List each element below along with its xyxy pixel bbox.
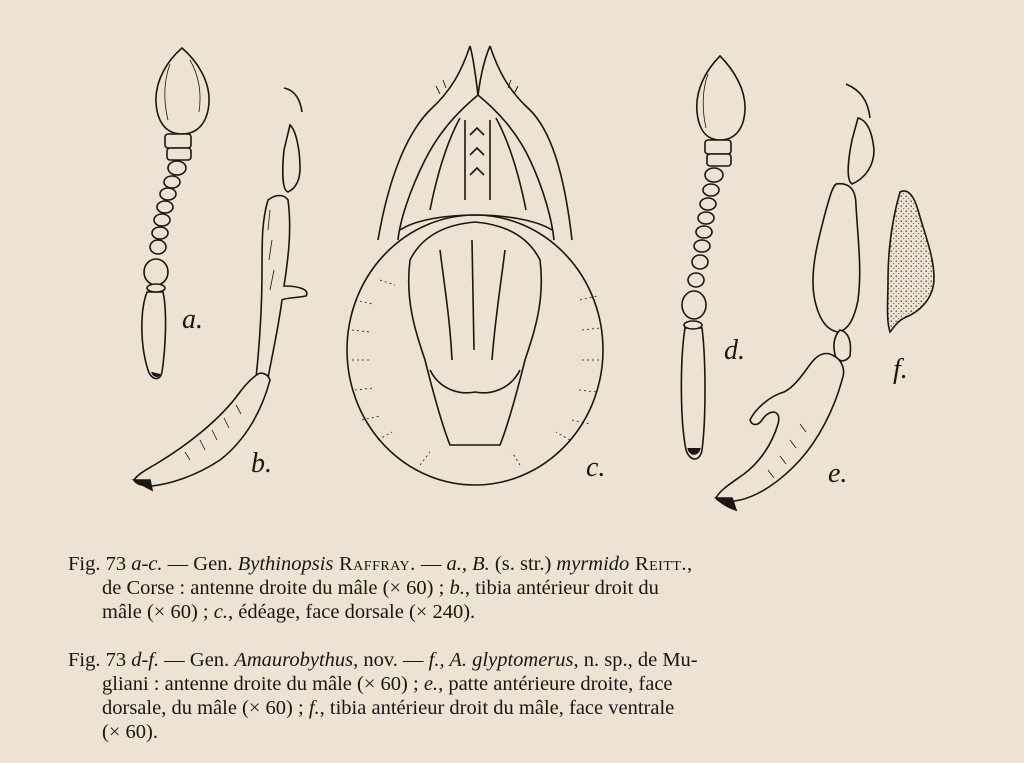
caption2-line4: (× 60). bbox=[102, 721, 158, 743]
antenna-d-drawing bbox=[681, 56, 745, 459]
label-f: f. bbox=[893, 354, 908, 385]
leg-e-drawing bbox=[716, 84, 874, 510]
caption-fig73-a-c bbox=[68, 552, 993, 624]
aedeagus-c-drawing bbox=[347, 46, 606, 485]
label-c: c. bbox=[586, 452, 606, 483]
caption2-line2: gliani : antenne droite du mâle (× 60) ; e., patte antérieure droite, face bbox=[102, 673, 673, 695]
label-b: b. bbox=[251, 448, 272, 479]
label-a: a. bbox=[182, 304, 203, 335]
caption1-line1: Fig. 73 a-c. — Gen. Bythinopsis Raffray. — a., B. (s. str.) myrmido Reitt., bbox=[68, 553, 693, 575]
caption2-line1: Fig. 73 d-f. — Gen. Amaurobythus, nov. — f., A. glyptomerus, n. sp., de Mu- bbox=[68, 649, 698, 671]
label-e: e. bbox=[828, 458, 848, 489]
caption2-line3: dorsale, du mâle (× 60) ; f., tibia antérieur droit du mâle, face ventrale bbox=[102, 697, 675, 719]
tibia-f-drawing bbox=[888, 191, 935, 332]
caption1-line3: mâle (× 60) ; c., édéage, face dorsale (× 240). bbox=[102, 601, 476, 623]
caption1-line2: de Corse : antenne droite du mâle (× 60) ; b., tibia antérieur droit du bbox=[102, 577, 659, 599]
caption-fig73-d-f bbox=[68, 648, 993, 744]
label-d: d. bbox=[724, 335, 745, 366]
